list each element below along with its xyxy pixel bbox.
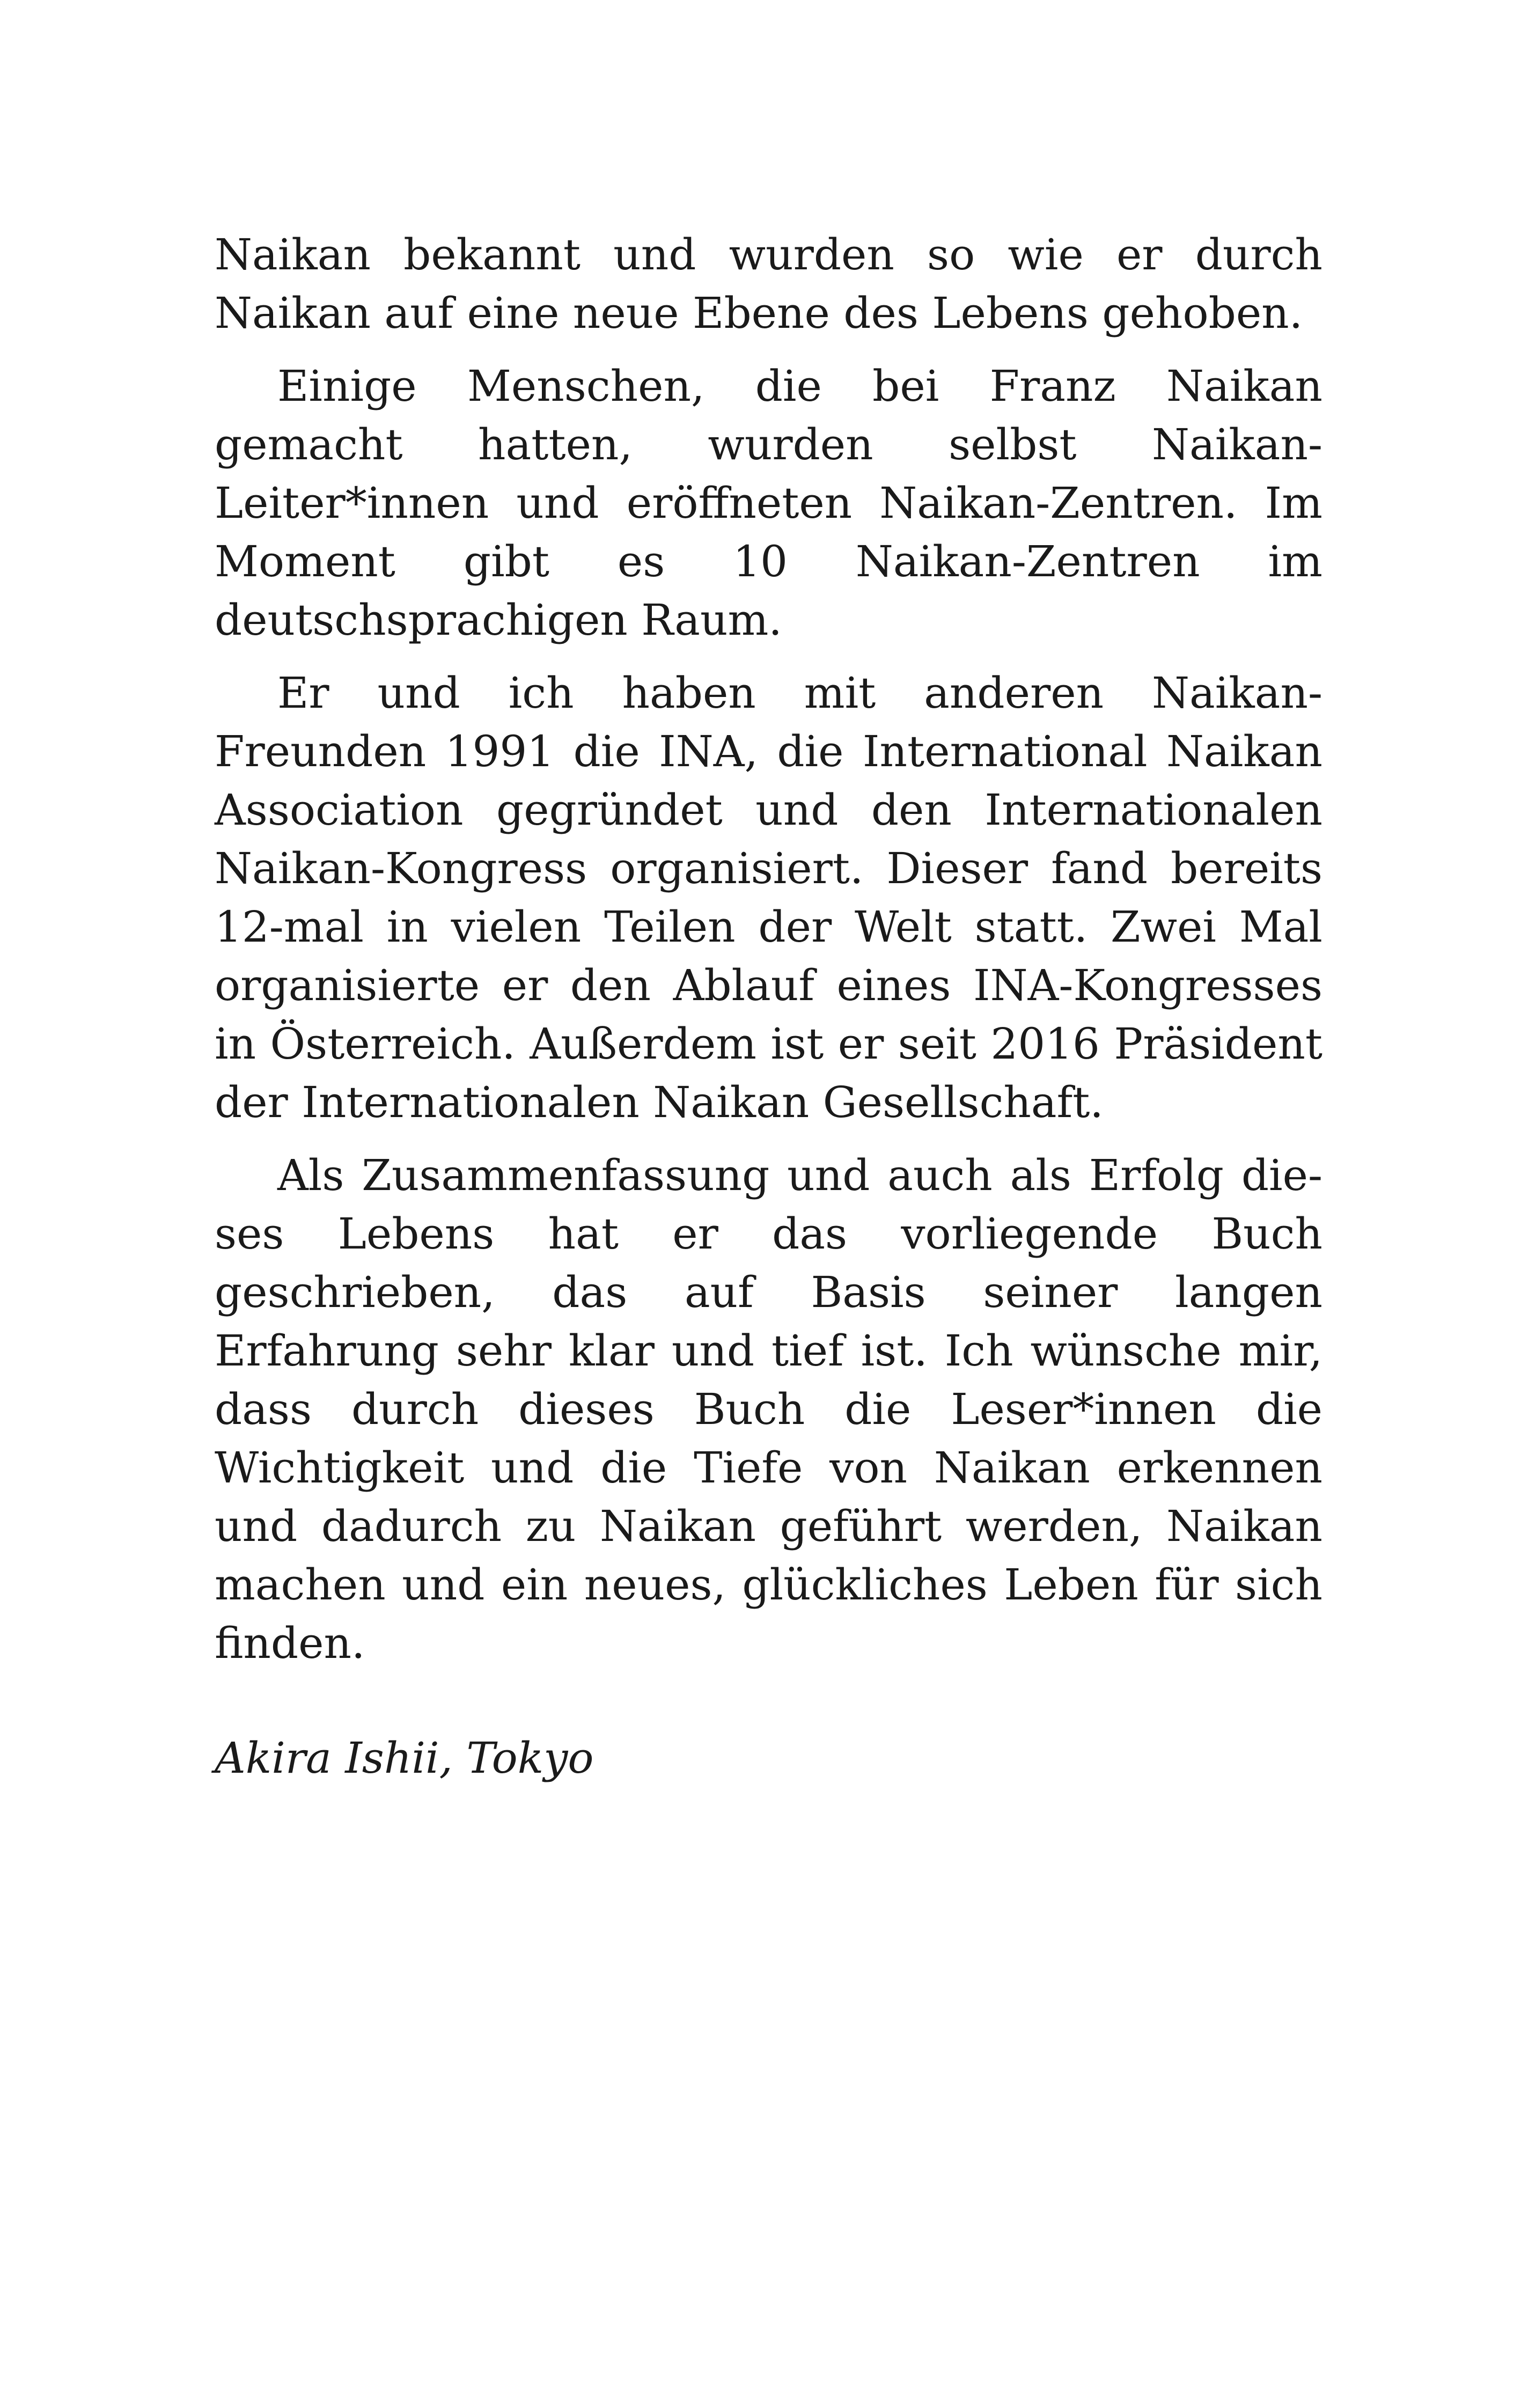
author-signature: Akira Ishii, Tokyo [215, 1733, 594, 1783]
paragraph-naikan-centers: Einige Menschen, die bei Franz Naikan gemacht hatten, wurden selbst Naikan-Leiter*innen und eröffneten Naikan-Zentren. Im Moment gibt es 10 Naikan-Zentren im deutschsprachigen Raum. [215, 361, 1322, 645]
body-text [215, 225, 1322, 1672]
paragraph-summary: Als Zusammenfassung und auch als Erfolg dieses Lebens hat er das vorliegende Buch geschrieben, das auf Basis seiner langen Erfahrung sehr klar und tief ist. Ich wünsche mir, dass durch dieses Buch die Leser*innen die Wichtigkeit und die Tiefe von Naikan erkennen und dadurch zu Naikan geführt werden, Naikan machen und ein neues, glückliches Leben für sich finden. [215, 1150, 1322, 1668]
paragraph-continuation: Naikan bekannt und wurden so wie er durch Naikan auf eine neue Ebene des Lebens gehoben. [215, 230, 1322, 338]
paragraph-ina-founding: Er und ich haben mit anderen Naikan-Freunden 1991 die INA, die International Naikan Association gegründet und den Internationalen Naikan-Kongress organisiert. Dieser fand bereits 12-mal in vielen Teilen der Welt statt. Zwei Mal organisierte er den Ablauf eines INA-Kongresses in Österreich. Außerdem ist er seit 2016 Präsident der Internationalen Naikan Gesellschaft. [215, 668, 1322, 1127]
